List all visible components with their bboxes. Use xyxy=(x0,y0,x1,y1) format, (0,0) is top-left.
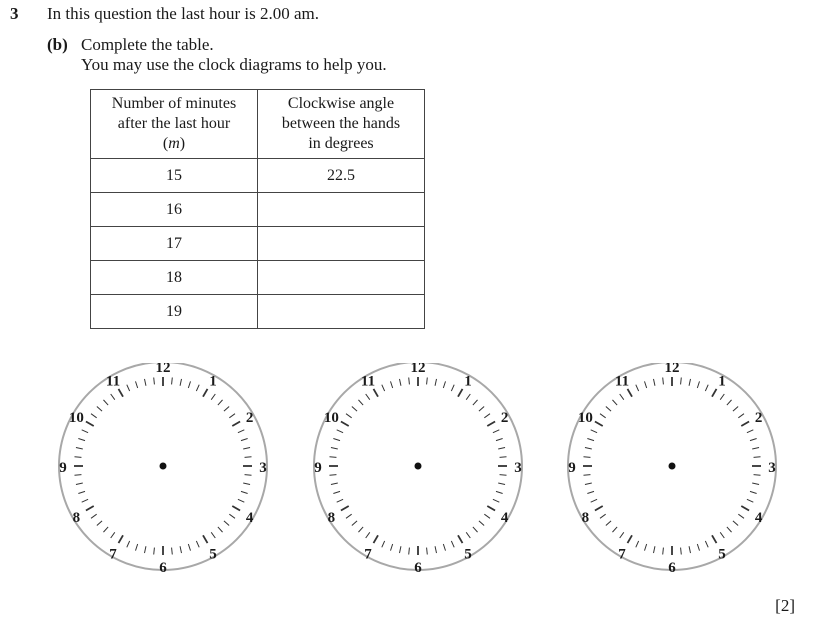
clock-number: 5 xyxy=(718,546,726,563)
minute-tick xyxy=(91,414,97,418)
minute-tick xyxy=(663,548,664,555)
minute-tick xyxy=(473,527,478,532)
part-hint: You may use the clock diagrams to help you. xyxy=(81,55,387,74)
minute-tick xyxy=(496,439,503,441)
clock-number: 6 xyxy=(668,560,676,575)
header-minutes-variable: m xyxy=(168,135,180,152)
table-header-row xyxy=(91,90,425,159)
clock-number: 2 xyxy=(754,410,763,426)
minute-tick xyxy=(663,377,664,384)
minute-tick xyxy=(583,475,590,476)
clock-diagram-1[interactable] xyxy=(57,363,269,575)
hour-tick xyxy=(458,389,463,397)
minute-tick xyxy=(218,400,223,405)
minute-tick xyxy=(78,439,85,441)
minute-tick xyxy=(382,385,385,391)
header-angle xyxy=(258,90,425,159)
minute-tick xyxy=(697,381,699,388)
table-row xyxy=(91,159,425,193)
question-number: 3 xyxy=(10,4,19,23)
minute-tick xyxy=(333,491,340,493)
minute-tick xyxy=(606,521,611,526)
minute-tick xyxy=(229,514,235,518)
minute-tick xyxy=(645,381,647,388)
minute-tick xyxy=(409,377,410,384)
clock-number: 5 xyxy=(464,546,472,563)
minute-tick xyxy=(583,457,590,458)
minute-tick xyxy=(329,475,336,476)
minute-tick xyxy=(238,430,244,433)
minute-tick xyxy=(752,448,759,449)
minute-tick xyxy=(172,377,173,384)
minute-tick xyxy=(600,514,606,518)
header-minutes-line1: Number of minutes xyxy=(111,95,237,112)
minute-tick xyxy=(752,483,759,484)
header-angle-line2: between the hands xyxy=(281,115,401,132)
hour-tick xyxy=(487,506,495,511)
minute-tick xyxy=(720,394,724,400)
minute-tick xyxy=(331,448,338,449)
minute-tick xyxy=(466,394,470,400)
clock-number: 5 xyxy=(209,546,217,563)
minute-tick xyxy=(636,385,639,391)
hour-tick xyxy=(341,422,349,427)
minute-tick xyxy=(382,541,385,547)
minutes-cell: 15 xyxy=(91,159,258,193)
minute-tick xyxy=(366,394,370,400)
minute-tick xyxy=(498,483,505,484)
minute-tick xyxy=(229,414,235,418)
clock-number: 4 xyxy=(754,510,763,526)
minute-tick xyxy=(400,379,401,386)
angle-answer-cell[interactable] xyxy=(258,261,425,295)
minute-tick xyxy=(241,491,248,493)
minute-tick xyxy=(747,499,753,502)
header-angle-line1: Clockwise angle xyxy=(287,95,395,112)
clock-number: 1 xyxy=(464,373,472,390)
minute-tick xyxy=(697,544,699,551)
minute-tick xyxy=(241,439,248,441)
hour-tick xyxy=(232,506,240,511)
minute-tick xyxy=(103,527,108,532)
minute-tick xyxy=(612,527,617,532)
minute-tick xyxy=(466,532,470,538)
minute-tick xyxy=(97,406,102,411)
table-row xyxy=(91,295,425,329)
minute-tick xyxy=(451,385,454,391)
minute-tick xyxy=(111,394,115,400)
marks: [2] xyxy=(775,596,795,615)
minute-tick xyxy=(727,400,732,405)
minute-tick xyxy=(82,499,88,502)
hour-tick xyxy=(458,535,463,543)
minute-tick xyxy=(127,385,130,391)
minute-tick xyxy=(443,544,445,551)
clock-centre-dot xyxy=(415,463,422,470)
minutes-cell: 18 xyxy=(91,261,258,295)
minute-tick xyxy=(358,400,363,405)
minutes-cell: 19 xyxy=(91,295,258,329)
minute-tick xyxy=(738,514,744,518)
angle-answer-cell[interactable] xyxy=(258,227,425,261)
minute-tick xyxy=(333,439,340,441)
minute-tick xyxy=(427,377,428,384)
header-minutes-line2: after the last hour xyxy=(117,115,231,132)
clock-number: 1 xyxy=(209,373,217,390)
minute-tick xyxy=(654,379,655,386)
minutes-cell: 17 xyxy=(91,227,258,261)
clock-number: 3 xyxy=(514,460,522,476)
hour-tick xyxy=(232,422,240,427)
hour-tick xyxy=(595,506,603,511)
clock-number: 7 xyxy=(109,546,117,563)
clock-number: 8 xyxy=(72,510,81,526)
minute-tick xyxy=(180,379,181,386)
minute-tick xyxy=(136,381,138,388)
clock-number: 10 xyxy=(68,410,84,426)
minute-tick xyxy=(103,400,108,405)
minute-tick xyxy=(127,541,130,547)
hour-tick xyxy=(341,506,349,511)
minute-tick xyxy=(500,475,507,476)
minute-tick xyxy=(493,430,499,433)
minute-tick xyxy=(352,406,357,411)
minute-tick xyxy=(331,483,338,484)
clock-number: 9 xyxy=(568,460,576,476)
minute-tick xyxy=(346,414,352,418)
hour-tick xyxy=(86,422,94,427)
hour-tick xyxy=(712,535,717,543)
clock-number: 1 xyxy=(718,373,726,390)
minute-tick xyxy=(329,457,336,458)
clock-diagram-3[interactable] xyxy=(566,363,778,575)
minute-tick xyxy=(620,532,624,538)
clock-number: 11 xyxy=(360,373,376,390)
minute-tick xyxy=(427,548,428,555)
minute-tick xyxy=(606,406,611,411)
hour-tick xyxy=(374,389,379,397)
minute-tick xyxy=(391,544,393,551)
minute-tick xyxy=(705,541,708,547)
clock-number: 12 xyxy=(410,363,426,376)
minute-tick xyxy=(245,457,252,458)
minute-tick xyxy=(243,448,250,449)
hour-tick xyxy=(628,389,633,397)
minute-tick xyxy=(337,499,343,502)
minute-tick xyxy=(754,475,761,476)
clock-number: 6 xyxy=(414,560,422,575)
table-row xyxy=(91,193,425,227)
minute-tick xyxy=(620,394,624,400)
minute-tick xyxy=(243,483,250,484)
minute-tick xyxy=(591,499,597,502)
minute-tick xyxy=(591,430,597,433)
minute-tick xyxy=(484,514,490,518)
minute-tick xyxy=(245,475,252,476)
hour-tick xyxy=(628,535,633,543)
minute-tick xyxy=(74,457,81,458)
clock-number: 10 xyxy=(323,410,339,426)
hour-tick xyxy=(86,506,94,511)
minute-tick xyxy=(196,385,199,391)
minute-tick xyxy=(111,532,115,538)
minute-tick xyxy=(451,541,454,547)
minute-tick xyxy=(645,544,647,551)
minute-tick xyxy=(172,548,173,555)
part-instruction: Complete the table. xyxy=(81,35,214,54)
minute-tick xyxy=(358,527,363,532)
clock-number: 12 xyxy=(155,363,171,376)
minute-tick xyxy=(587,491,594,493)
minute-tick xyxy=(391,381,393,388)
minute-tick xyxy=(346,514,352,518)
minute-tick xyxy=(145,379,146,386)
answer-table xyxy=(90,89,425,329)
question-stem: In this question the last hour is 2.00 am. xyxy=(47,4,319,23)
header-angle-line3: in degrees xyxy=(308,135,374,152)
hour-tick xyxy=(203,535,208,543)
hour-tick xyxy=(741,506,749,511)
clock-number: 12 xyxy=(664,363,680,376)
clock-number: 4 xyxy=(500,510,509,526)
minute-tick xyxy=(720,532,724,538)
clock-number: 7 xyxy=(618,546,626,563)
minute-tick xyxy=(612,400,617,405)
minute-tick xyxy=(443,381,445,388)
angle-answer-cell[interactable] xyxy=(258,193,425,227)
header-minutes: Number of minutes after the last hour (m) xyxy=(91,90,258,159)
minute-tick xyxy=(337,430,343,433)
hour-tick xyxy=(203,389,208,397)
clock-centre-dot xyxy=(669,463,676,470)
minute-tick xyxy=(585,483,592,484)
clock-number: 11 xyxy=(105,373,121,390)
minute-tick xyxy=(366,532,370,538)
minute-tick xyxy=(727,527,732,532)
hour-tick xyxy=(487,422,495,427)
minute-tick xyxy=(400,546,401,553)
clock-number: 10 xyxy=(577,410,593,426)
minute-tick xyxy=(238,499,244,502)
minute-tick xyxy=(733,406,738,411)
clock-diagram-2[interactable] xyxy=(312,363,524,575)
clock-number: 2 xyxy=(245,410,254,426)
minute-tick xyxy=(409,548,410,555)
minute-tick xyxy=(479,521,484,526)
minute-tick xyxy=(188,381,190,388)
minute-tick xyxy=(636,541,639,547)
hour-tick xyxy=(374,535,379,543)
minute-tick xyxy=(97,521,102,526)
clock-number: 8 xyxy=(327,510,336,526)
minute-tick xyxy=(154,548,155,555)
minute-tick xyxy=(750,491,757,493)
clock-number: 3 xyxy=(768,460,776,476)
minute-tick xyxy=(154,377,155,384)
minute-tick xyxy=(654,546,655,553)
minute-tick xyxy=(750,439,757,441)
minute-tick xyxy=(211,532,215,538)
minute-tick xyxy=(435,379,436,386)
minute-tick xyxy=(484,414,490,418)
minute-tick xyxy=(681,377,682,384)
minute-tick xyxy=(479,406,484,411)
minute-tick xyxy=(91,514,97,518)
minute-tick xyxy=(76,483,83,484)
clock-number: 3 xyxy=(259,460,267,476)
minute-tick xyxy=(705,385,708,391)
hour-tick xyxy=(741,422,749,427)
minute-tick xyxy=(136,544,138,551)
minute-tick xyxy=(747,430,753,433)
minute-tick xyxy=(224,521,229,526)
clock-number: 2 xyxy=(500,410,509,426)
minute-tick xyxy=(587,439,594,441)
hour-tick xyxy=(712,389,717,397)
minute-tick xyxy=(500,457,507,458)
clock-number: 4 xyxy=(245,510,254,526)
minute-tick xyxy=(76,448,83,449)
clock-number: 11 xyxy=(614,373,630,390)
hour-tick xyxy=(595,422,603,427)
clock-number: 9 xyxy=(314,460,322,476)
hour-tick xyxy=(119,389,124,397)
minute-tick xyxy=(352,521,357,526)
minute-tick xyxy=(600,414,606,418)
minute-tick xyxy=(689,546,690,553)
clock-number: 9 xyxy=(59,460,67,476)
minute-tick xyxy=(681,548,682,555)
clock-number: 7 xyxy=(364,546,372,563)
table-row xyxy=(91,227,425,261)
minute-tick xyxy=(188,544,190,551)
clock-number: 6 xyxy=(159,560,167,575)
minute-tick xyxy=(211,394,215,400)
clock-number: 8 xyxy=(581,510,590,526)
part-label: (b) xyxy=(47,35,68,54)
minute-tick xyxy=(733,521,738,526)
angle-answer-cell[interactable] xyxy=(258,295,425,329)
minute-tick xyxy=(738,414,744,418)
hour-tick xyxy=(119,535,124,543)
minute-tick xyxy=(180,546,181,553)
minute-tick xyxy=(496,491,503,493)
minute-tick xyxy=(689,379,690,386)
minute-tick xyxy=(473,400,478,405)
angle-cell: 22.5 xyxy=(258,159,425,193)
minute-tick xyxy=(145,546,146,553)
minute-tick xyxy=(74,475,81,476)
minute-tick xyxy=(224,406,229,411)
clock-centre-dot xyxy=(160,463,167,470)
minute-tick xyxy=(493,499,499,502)
minute-tick xyxy=(82,430,88,433)
minute-tick xyxy=(196,541,199,547)
minute-tick xyxy=(754,457,761,458)
minute-tick xyxy=(585,448,592,449)
minute-tick xyxy=(78,491,85,493)
minute-tick xyxy=(435,546,436,553)
table-row xyxy=(91,261,425,295)
minutes-cell: 16 xyxy=(91,193,258,227)
minute-tick xyxy=(218,527,223,532)
minute-tick xyxy=(498,448,505,449)
